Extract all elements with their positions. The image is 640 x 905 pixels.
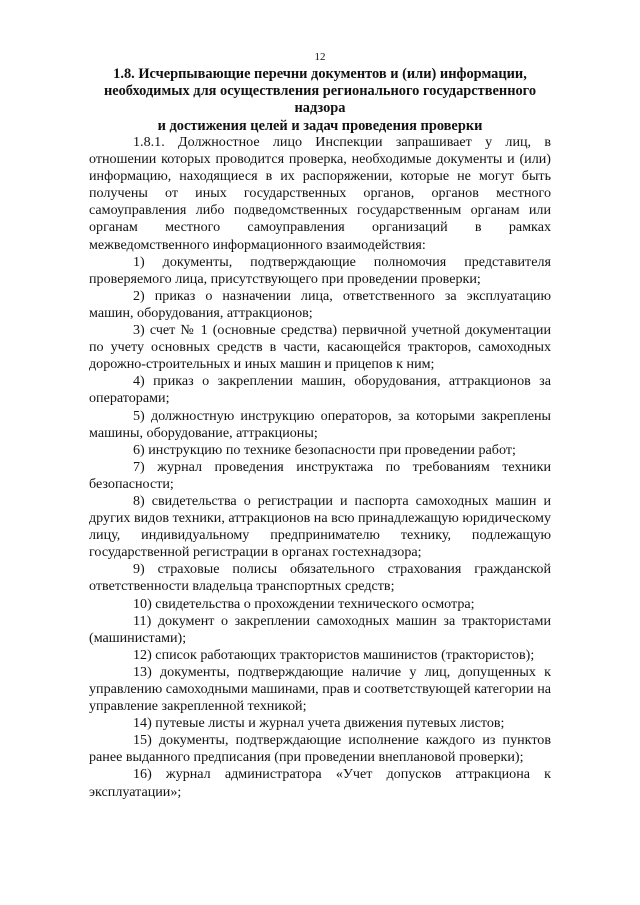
list-item-4: 4) приказ о закреплении машин, оборудования, аттракционов за операторами; [89, 373, 551, 407]
list-item-7: 7) журнал проведения инструктажа по требованиям техники безопасности; [89, 458, 551, 492]
list-item-8: 8) свидетельства о регистрации и паспорта самоходных машин и других видов техники, аттракционов на всю принадлежащую юридическому лицу, индивидуальному предпринимателю технику, подлежащую государственной регистрации в органах гостехнадзора; [89, 492, 551, 561]
list-item-2: 2) приказ о назначении лица, ответственного за эксплуатацию машин, оборудования, аттракционов; [89, 287, 551, 321]
list-item-13: 13) документы, подтверждающие наличие у лиц, допущенных к управлению самоходными машинами, прав и соответствующей категории на управление закрепленной техникой; [89, 663, 551, 715]
heading-line-1: 1.8. Исчерпывающие перечни документов и (или) информации, [113, 66, 527, 82]
list-item-9: 9) страховые полисы обязательного страхования гражданской ответственности владельца транспортных средств; [89, 561, 551, 595]
document-body [89, 134, 551, 801]
list-item-16: 16) журнал администратора «Учет допусков аттракциона к эксплуатации»; [89, 766, 551, 800]
list-item-12: 12) список работающих трактористов машинистов (трактористов); [133, 646, 535, 663]
list-item-1: 1) документы, подтверждающие полномочия представителя проверяемого лица, присутствующего при проведении проверки; [89, 253, 551, 287]
list-item-6: 6) инструкцию по технике безопасности при проведении работ; [133, 441, 516, 458]
list-item-5: 5) должностную инструкцию операторов, за которыми закреплены машины, оборудование, аттракционы; [89, 407, 551, 441]
heading-line-2: необходимых для осуществления регионального государственного надзора [103, 83, 537, 117]
section-heading [80, 66, 560, 135]
list-item-15: 15) документы, подтверждающие исполнение каждого из пунктов ранее выданного предписания (при проведении внеплановой проверки); [89, 732, 551, 766]
page-number: 12 [314, 51, 326, 63]
list-item-11: 11) документ о закреплении самоходных машин за трактористами (машинистами); [89, 612, 551, 646]
list-item-10: 10) свидетельства о прохождении технического осмотра; [133, 595, 475, 612]
list-item-3: 3) счет № 1 (основные средства) первичной учетной документации по учету основных средств в части, касающейся тракторов, самоходных дорожно-строительных и иных машин и прицепов к ним; [89, 322, 551, 373]
intro-paragraph: 1.8.1. Должностное лицо Инспекции запрашивает у лиц, в отношении которых проводится проверка, необходимые документы и (или) информацию, находящиеся в их распоряжении, которые не могут быть получены от иных государственных органов, органов местного самоуправления либо подведомственных государственным органам или органам местного самоуправления организаций в рамках межведомственного информационного взаимодействия: [89, 134, 551, 253]
heading-line-3: и достижения целей и задач проведения проверки [157, 117, 483, 134]
list-item-14: 14) путевые листы и журнал учета движения путевых листов; [133, 715, 505, 732]
